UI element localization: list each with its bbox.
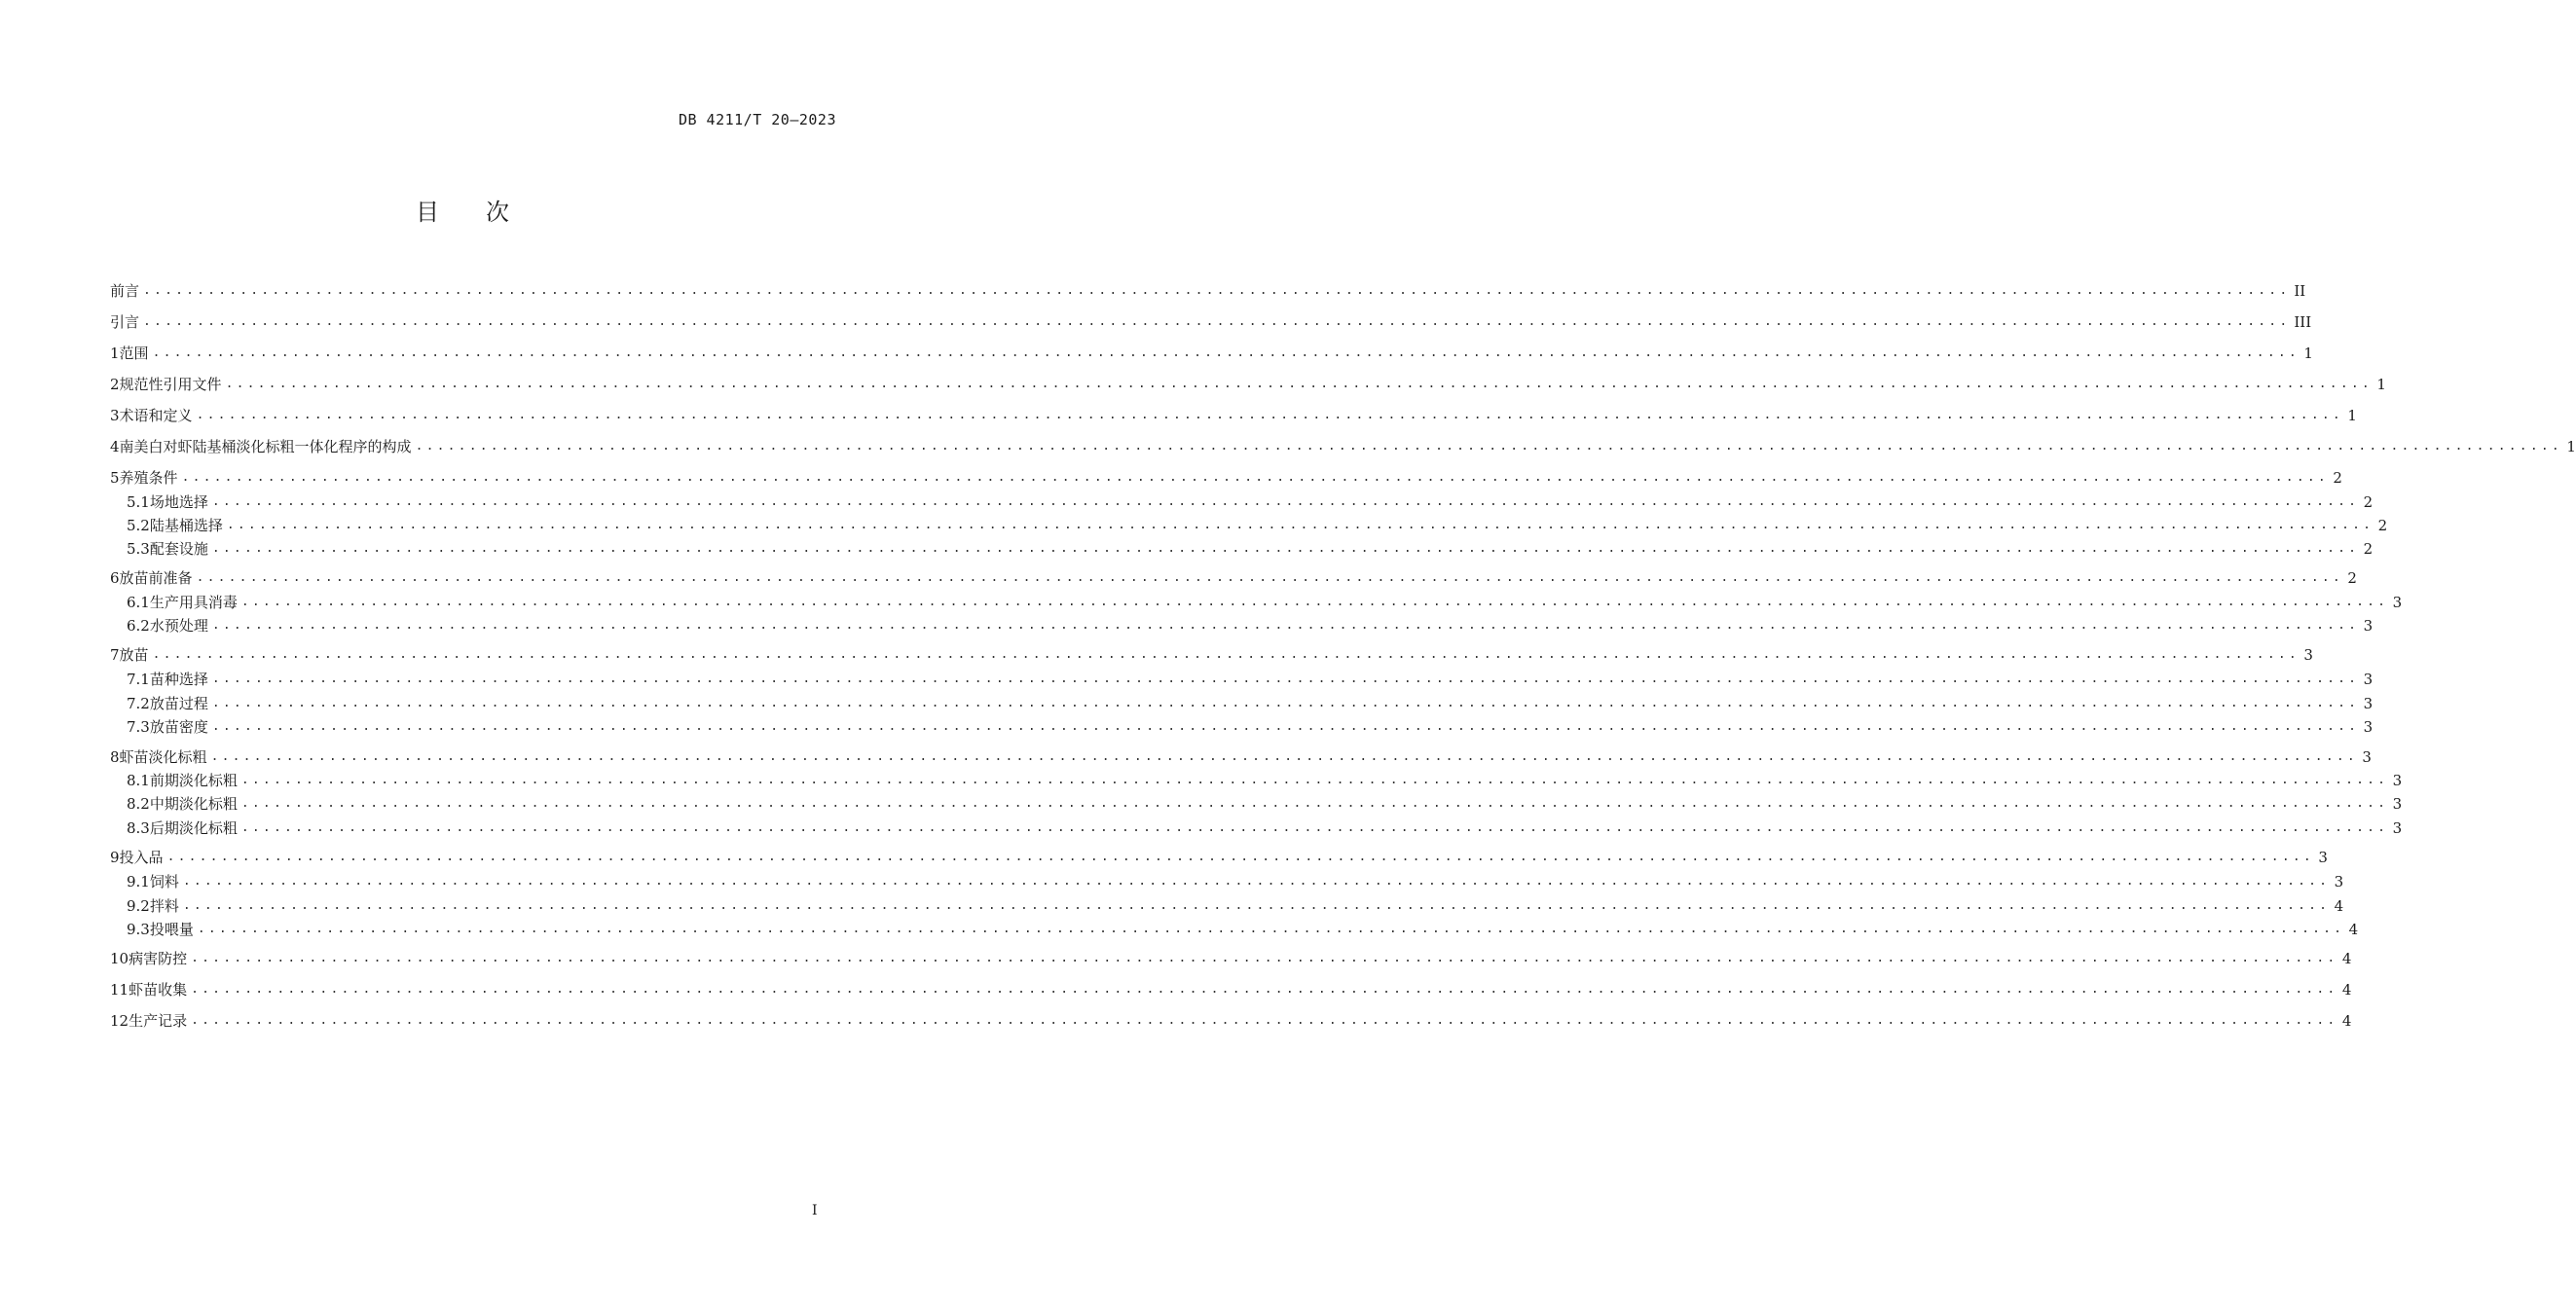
toc-leader-dots: ........................................................................................................................................................................................................	[152, 647, 2300, 662]
toc-leader-dots: ........................................................................................................................................................................................................	[211, 618, 2360, 633]
toc-entry[interactable]	[110, 567, 2357, 589]
toc-entry[interactable]	[110, 436, 2576, 457]
toc-leader-dots: ........................................................................................................................................................................................................	[240, 773, 2389, 787]
toc-entry-number: 1	[110, 345, 120, 362]
toc-entry-label: 术语和定义	[119, 407, 193, 424]
toc-leader-dots: ........................................................................................................................................................................................................	[211, 541, 2360, 556]
toc-entry-label: 陆基桶选择	[149, 517, 223, 534]
toc-leader-dots: ........................................................................................................................................................................................................	[211, 494, 2360, 509]
toc-entry[interactable]	[127, 871, 2344, 892]
toc-entry-label: 中期淡化标粗	[149, 795, 238, 813]
toc-entry-page: 4	[2341, 1012, 2352, 1030]
toc-entry[interactable]	[110, 948, 2352, 969]
toc-entry-page: 1	[2303, 345, 2313, 362]
toc-entry-number: 9.1	[127, 873, 150, 890]
toc-leader-dots: ........................................................................................................................................................................................................	[143, 314, 2291, 329]
toc-leader-dots: ........................................................................................................................................................................................................	[191, 951, 2338, 965]
toc-entry-label: 投喂量	[149, 921, 194, 938]
toc-leader-dots: ........................................................................................................................................................................................................	[191, 1013, 2338, 1028]
toc-leader-dots: ........................................................................................................................................................................................................	[196, 408, 2343, 422]
toc-leader-dots: ........................................................................................................................................................................................................	[211, 672, 2360, 686]
toc-entry-label: 放苗前准备	[119, 569, 193, 587]
toc-leader-dots: ........................................................................................................................................................................................................	[211, 696, 2360, 710]
toc-entry-label: 放苗	[119, 646, 149, 664]
toc-entry-label: 南美白对虾陆基桶淡化标粗一体化程序的构成	[119, 438, 412, 455]
toc-entry-label: 饲料	[149, 873, 179, 890]
toc-entry-label: 放苗密度	[149, 718, 208, 736]
toc-entry-number: 8.3	[127, 819, 150, 837]
toc-entry[interactable]	[127, 793, 2403, 815]
toc-leader-dots: ........................................................................................................................................................................................................	[211, 719, 2360, 734]
toc-entry[interactable]	[110, 644, 2313, 666]
toc-entry[interactable]	[110, 280, 2306, 302]
toc-entry-page: 2	[2333, 469, 2342, 487]
toc-entry[interactable]	[127, 770, 2403, 791]
toc-entry-number: 11	[110, 981, 129, 999]
toc-entry-label: 虾苗淡化标粗	[119, 748, 207, 766]
toc-leader-dots: ........................................................................................................................................................................................................	[196, 570, 2343, 585]
toc-leader-dots: ........................................................................................................................................................................................................	[240, 595, 2389, 609]
toc-entry-number: 9.2	[127, 897, 150, 915]
toc-entry-page: 4	[2341, 981, 2352, 999]
toc-entry[interactable]	[110, 311, 2312, 333]
toc-entry-page: 1	[2347, 407, 2357, 424]
toc-entry[interactable]	[127, 895, 2344, 917]
toc-entry[interactable]	[127, 919, 2359, 940]
toc-entry-page: 1	[2566, 438, 2576, 455]
toc-entry-label: 放苗过程	[149, 695, 208, 712]
toc-entry-number: 7.3	[127, 718, 150, 736]
toc-entry[interactable]	[110, 979, 2352, 1000]
toc-entry-label: 后期淡化标粗	[149, 819, 238, 837]
toc-entry-label: 拌料	[149, 897, 179, 915]
toc-entry-label: 规范性引用文件	[119, 376, 222, 393]
toc-entry-label: 投入品	[119, 849, 164, 866]
toc-entry-number: 8.1	[127, 772, 150, 789]
toc-entry-label: 范围	[119, 345, 149, 362]
toc-leader-dots: ........................................................................................................................................................................................................	[143, 283, 2291, 298]
toc-entry-page: 2	[2377, 517, 2388, 534]
toc-leader-dots: ........................................................................................................................................................................................................	[166, 850, 2314, 864]
toc-entry-page: 3	[2334, 873, 2344, 890]
toc-entry-label: 养殖条件	[119, 469, 178, 487]
toc-leader-dots: ........................................................................................................................................................................................................	[152, 345, 2300, 360]
toc-entry-page: 4	[2334, 897, 2344, 915]
toc-entry-number: 6.1	[127, 594, 150, 611]
toc-entry-number: 9	[110, 849, 120, 866]
toc-leader-dots: ........................................................................................................................................................................................................	[182, 874, 2331, 889]
toc-entry-label: 前期淡化标粗	[149, 772, 238, 789]
toc-leader-dots: ........................................................................................................................................................................................................	[240, 796, 2389, 811]
toc-entry-number: 7.2	[127, 695, 150, 712]
toc-entry-label: 水预处理	[149, 617, 208, 635]
toc-entry[interactable]	[127, 615, 2374, 636]
toc-entry-number: 4	[110, 438, 120, 455]
toc-entry-number: 3	[110, 407, 120, 424]
toc-entry-label: 配套设施	[149, 540, 208, 558]
toc-entry-page: 4	[2341, 950, 2352, 967]
toc-entry-page: 2	[2363, 540, 2374, 558]
document-code: DB 4211/T 20—2023	[678, 111, 836, 128]
page-title: 目 次	[416, 199, 509, 226]
toc-entry[interactable]	[127, 515, 2388, 536]
toc-entry-number: 5.1	[127, 493, 150, 511]
toc-entry[interactable]	[127, 669, 2374, 690]
toc-leader-dots: ........................................................................................................................................................................................................	[226, 518, 2374, 532]
toc-entry-number: 5	[110, 469, 120, 487]
toc-entry[interactable]	[110, 746, 2372, 768]
toc-leader-dots: ........................................................................................................................................................................................................	[181, 470, 2329, 485]
toc-entry-number: 10	[110, 950, 129, 967]
toc-entry[interactable]	[127, 693, 2374, 714]
toc-entry-page: 3	[2363, 718, 2374, 736]
toc-entry-label: 虾苗收集	[129, 981, 188, 999]
toc-leader-dots: ........................................................................................................................................................................................................	[191, 982, 2338, 997]
toc-entry-page: 2	[2347, 569, 2357, 587]
toc-entry-page: 4	[2348, 921, 2359, 938]
toc-leader-dots: ........................................................................................................................................................................................................	[197, 922, 2345, 936]
toc-entry-label: 苗种选择	[149, 671, 208, 688]
toc-entry-label: 前言	[110, 282, 140, 300]
toc-entry[interactable]	[110, 405, 2357, 426]
toc-entry[interactable]	[110, 343, 2313, 364]
toc-entry-number: 12	[110, 1012, 129, 1030]
toc-entry-number: 2	[110, 376, 120, 393]
toc-leader-dots: ........................................................................................................................................................................................................	[240, 820, 2389, 835]
toc-entry[interactable]	[110, 467, 2342, 489]
toc-entry-label: 生产用具消毒	[149, 594, 238, 611]
toc-entry-page: 3	[2392, 594, 2403, 611]
toc-entry-page: 3	[2392, 819, 2403, 837]
toc-entry-page: 1	[2376, 376, 2386, 393]
toc-entry-page: 3	[2303, 646, 2313, 664]
toc-entry-number: 6.2	[127, 617, 150, 635]
toc-entry-page: 3	[2392, 772, 2403, 789]
toc-entry-number: 5.2	[127, 517, 150, 534]
toc-entry-page: 3	[2362, 748, 2372, 766]
toc-entry[interactable]	[127, 818, 2403, 839]
toc-entry-page: 3	[2363, 695, 2374, 712]
toc-entry-number: 6	[110, 569, 120, 587]
toc-entry-page: 2	[2363, 493, 2374, 511]
toc-entry[interactable]	[110, 374, 2386, 395]
toc-leader-dots: ........................................................................................................................................................................................................	[210, 749, 2358, 764]
toc-entry-page: 3	[2392, 795, 2403, 813]
toc-entry[interactable]	[127, 538, 2374, 560]
toc-leader-dots: ........................................................................................................................................................................................................	[182, 898, 2331, 913]
page-number: I	[812, 1203, 818, 1218]
toc-entry[interactable]	[110, 847, 2328, 868]
toc-entry-number: 8.2	[127, 795, 150, 813]
toc-entry-page: 3	[2363, 671, 2374, 688]
toc-entry-label: 场地选择	[149, 493, 208, 511]
toc-entry-page: 3	[2318, 849, 2328, 866]
toc-entry-number: 7	[110, 646, 120, 664]
toc-entry-page: III	[2294, 313, 2312, 331]
toc-entry-label: 生产记录	[129, 1012, 188, 1030]
toc-entry-number: 5.3	[127, 540, 150, 558]
toc-entry[interactable]	[127, 716, 2374, 738]
toc-entry[interactable]	[127, 491, 2374, 513]
toc-entry[interactable]	[127, 592, 2403, 613]
toc-leader-dots: ........................................................................................................................................................................................................	[415, 439, 2562, 454]
toc-leader-dots: ........................................................................................................................................................................................................	[225, 377, 2373, 391]
toc-entry-label: 引言	[110, 313, 140, 331]
toc-entry-page: II	[2294, 282, 2306, 300]
toc-entry[interactable]	[110, 1010, 2352, 1032]
toc-entry-number: 8	[110, 748, 120, 766]
toc-entry-page: 3	[2363, 617, 2374, 635]
toc-entry-label: 病害防控	[129, 950, 188, 967]
toc-entry-number: 9.3	[127, 921, 150, 938]
toc-entry-number: 7.1	[127, 671, 150, 688]
